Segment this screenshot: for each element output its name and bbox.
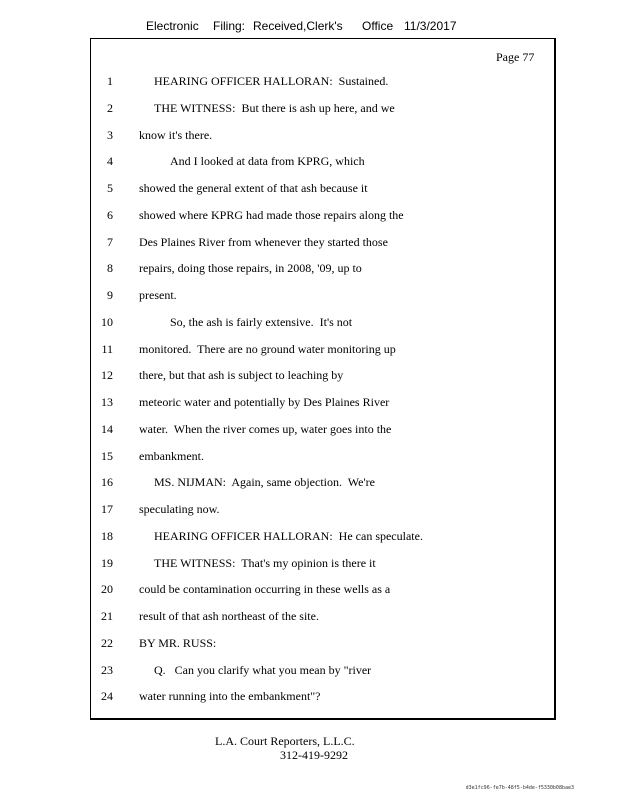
- line-number: 13: [101, 395, 113, 409]
- line-text: embankment.: [139, 448, 204, 463]
- line-number: 7: [107, 234, 113, 249]
- line-number: 19: [101, 555, 113, 570]
- transcript-line: [0, 662, 618, 678]
- line-text: there, but that ash is subject to leaching by: [139, 368, 344, 383]
- line-text: repairs, doing those repairs, in 2008, '09, up to: [139, 261, 362, 276]
- transcript-line: [0, 207, 618, 223]
- line-text: And I looked at data from KPRG, which: [170, 154, 365, 169]
- line-text: Des Plaines River from whenever they started those: [139, 234, 388, 249]
- transcript-line: [0, 100, 618, 116]
- transcript-line: [0, 688, 618, 704]
- line-number: 21: [101, 609, 113, 623]
- transcript-line: [0, 555, 618, 571]
- line-number: 17: [101, 502, 113, 516]
- transcript-line: [0, 474, 618, 490]
- filing-office: Office: [362, 19, 394, 33]
- transcript-line: [0, 608, 618, 624]
- line-text: could be contamination occurring in these wells as a: [139, 582, 391, 597]
- line-text: present.: [139, 288, 177, 302]
- line-text: water. When the river comes up, water goes into the: [139, 421, 392, 436]
- line-number: 5: [107, 181, 113, 195]
- footer-phone: 312-419-9292: [280, 748, 348, 762]
- transcript-line: [0, 367, 618, 383]
- filing-stamp: [0, 19, 618, 35]
- line-number: 1: [107, 74, 113, 88]
- line-number: 12: [101, 368, 113, 383]
- transcript-line: [0, 287, 618, 303]
- document-hash: d3e1fc96-fe7b-48f5-b4de-f5330b08bae3: [465, 785, 574, 791]
- line-text: MS. NIJMAN: Again, same objection. We're: [154, 475, 375, 490]
- line-number: 23: [101, 662, 113, 677]
- line-number: 3: [107, 127, 113, 142]
- transcript-line: [0, 234, 618, 250]
- line-number: 8: [107, 261, 113, 276]
- transcript-line: [0, 260, 618, 276]
- transcript-line: [0, 73, 618, 89]
- filing-filing: Filing:: [213, 19, 246, 33]
- page-number: Page 77: [496, 50, 535, 64]
- transcript-line: [0, 394, 618, 410]
- line-number: 11: [101, 341, 113, 356]
- line-text: result of that ash northeast of the site.: [139, 609, 319, 623]
- line-number: 22: [101, 635, 113, 650]
- line-text: monitored. There are no ground water monitoring up: [139, 341, 396, 356]
- transcript-line: [0, 581, 618, 597]
- line-text: THE WITNESS: But there is ash up here, and we: [154, 100, 395, 115]
- transcript-line: [0, 635, 618, 651]
- transcript-line: [0, 153, 618, 169]
- transcript-line: [0, 501, 618, 517]
- line-text: speculating now.: [139, 502, 220, 516]
- line-text: THE WITNESS: That's my opinion is there it: [154, 555, 376, 570]
- transcript-line: [0, 421, 618, 437]
- line-number: 16: [101, 475, 113, 490]
- filing-date: 11/3/2017: [404, 19, 457, 33]
- line-number: 24: [101, 689, 113, 704]
- line-number: 10: [101, 314, 113, 329]
- line-number: 4: [107, 154, 113, 169]
- line-text: showed the general extent of that ash because it: [139, 181, 368, 195]
- transcript-line: [0, 180, 618, 196]
- line-number: 20: [101, 582, 113, 597]
- line-number: 2: [107, 100, 113, 115]
- line-text: know it's there.: [139, 127, 213, 142]
- line-number: 6: [107, 207, 113, 222]
- line-number: 18: [101, 528, 113, 543]
- line-text: So, the ash is fairly extensive. It's not: [170, 314, 353, 329]
- line-text: meteoric water and potentially by Des Plaines River: [139, 395, 390, 409]
- transcript-line: [0, 127, 618, 143]
- line-text: HEARING OFFICER HALLORAN: Sustained.: [154, 74, 389, 88]
- transcript-line: [0, 341, 618, 357]
- line-number: 14: [101, 421, 113, 436]
- line-text: BY MR. RUSS:: [139, 635, 217, 650]
- line-text: water running into the embankment"?: [139, 689, 321, 704]
- transcript-line: [0, 528, 618, 544]
- transcript-line: [0, 314, 618, 330]
- line-text: HEARING OFFICER HALLORAN: He can speculate.: [154, 528, 423, 543]
- filing-electronic: Electronic: [146, 19, 199, 33]
- line-number: 9: [107, 288, 113, 302]
- line-text: Q. Can you clarify what you mean by "river: [154, 662, 372, 677]
- footer-company: L.A. Court Reporters, L.L.C.: [215, 734, 355, 748]
- line-text: showed where KPRG had made those repairs along the: [139, 207, 404, 222]
- line-number: 15: [101, 448, 113, 463]
- transcript-line: [0, 448, 618, 464]
- filing-received: Received,Clerk's: [253, 19, 343, 33]
